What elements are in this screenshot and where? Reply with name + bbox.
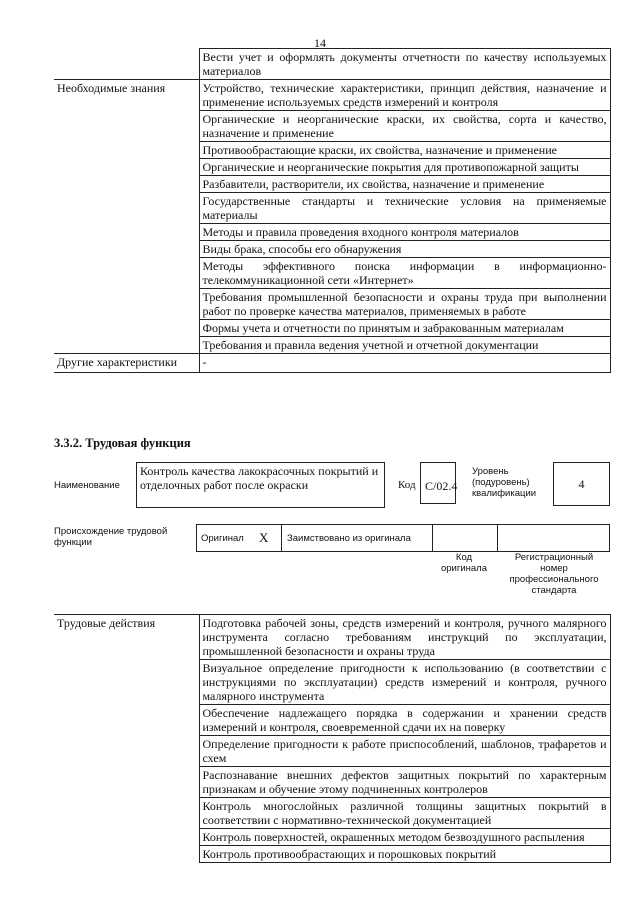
- knowledge-label: Необходимые знания: [54, 80, 199, 354]
- actions-table: [54, 614, 611, 863]
- action-item: Подготовка рабочей зоны, средств измерений и контроля, ручного малярного инструмента согласно требованиям инструкций по эксплуатации, промышленной безопасности и охраны труда: [199, 615, 610, 660]
- other-value: -: [199, 354, 610, 373]
- knowledge-table: [54, 48, 611, 373]
- empty-label-cell: [54, 49, 199, 80]
- knowledge-item: Методы эффективного поиска информации в информационно-телекоммуникационной сети «Интернет»: [199, 258, 610, 289]
- level-value: 4: [553, 462, 610, 506]
- action-item: Контроль поверхностей, окрашенных методом безвоздушного распыления: [199, 829, 610, 846]
- action-item: Обеспечение надлежащего порядка в содержании и хранении средств измерений и контроля, своевременной сдачи их на поверку: [199, 705, 610, 736]
- knowledge-item: Виды брака, способы его обнаружения: [199, 241, 610, 258]
- original-mark: X: [259, 530, 269, 545]
- other-label: Другие характеристики: [54, 354, 199, 373]
- knowledge-item: Государственные стандарты и технические условия на применяемые материалы: [199, 193, 610, 224]
- original-label: Оригинал: [201, 533, 244, 544]
- knowledge-item: Требования и правила ведения учетной и отчетной документации: [199, 337, 610, 354]
- name-label: Наименование: [54, 480, 120, 491]
- name-value: Контроль качества лакокрасочных покрытий и отделочных работ после окраски: [136, 462, 385, 508]
- knowledge-item: Органические и неорганические краски, их свойства, сорта и качество, назначение и применение: [199, 111, 610, 142]
- knowledge-item: Требования промышленной безопасности и охраны труда при выполнении работ по проверке качества материалов, применяемых в работе: [199, 289, 610, 320]
- knowledge-item: Методы и правила проведения входного контроля материалов: [199, 224, 610, 241]
- table-row: [54, 354, 610, 373]
- page-number: 14: [314, 36, 326, 50]
- reg-number-label: Регистрационный номер профессионального стандарта: [509, 552, 599, 596]
- action-item: Распознавание внешних дефектов защитных покрытий по характерным признакам и обучение этому подчиненных контролеров: [199, 767, 610, 798]
- knowledge-item: Разбавители, растворители, их свойства, назначение и применение: [199, 176, 610, 193]
- level-label: Уровень (подуровень) квалификации: [472, 466, 537, 499]
- table-row: [54, 615, 610, 660]
- borrowed-label: Заимствовано из оригинала: [287, 533, 411, 544]
- action-item: Контроль противообрастающих и порошковых покрытий: [199, 846, 610, 863]
- knowledge-item: Органические и неорганические покрытия для противопожарной защиты: [199, 159, 610, 176]
- code-original-label: Код оригинала: [440, 552, 487, 574]
- origin-label: Происхождение трудовой функции: [54, 526, 168, 548]
- action-item: Визуальное определение пригодности к использованию (в соответствии с инструкциями по эксплуатации) средств измерений и контроля, ручного малярного инструмента: [199, 660, 610, 705]
- table-row: [54, 80, 610, 111]
- knowledge-item: Формы учета и отчетности по принятым и забракованным материалам: [199, 320, 610, 337]
- action-item: Определение пригодности к работе приспособлений, шаблонов, трафаретов и схем: [199, 736, 610, 767]
- origin-row: [196, 524, 610, 552]
- code-label: Код: [398, 479, 416, 491]
- action-item: Контроль многослойных различной толщины защитных покрытий в соответствии с нормативно-технической документацией: [199, 798, 610, 829]
- continuation-cell: Вести учет и оформлять документы отчетности по качеству используемых материалов: [199, 49, 610, 80]
- knowledge-item: Противообрастающие краски, их свойства, назначение и применение: [199, 142, 610, 159]
- table-row: [54, 49, 610, 80]
- knowledge-item: Устройство, технические характеристики, принцип действия, назначение и применение используемых средств измерений и контроля: [199, 80, 610, 111]
- actions-label: Трудовые действия: [54, 615, 199, 863]
- section-title: 3.3.2. Трудовая функция: [54, 436, 191, 450]
- code-value: C/02.4: [420, 462, 456, 504]
